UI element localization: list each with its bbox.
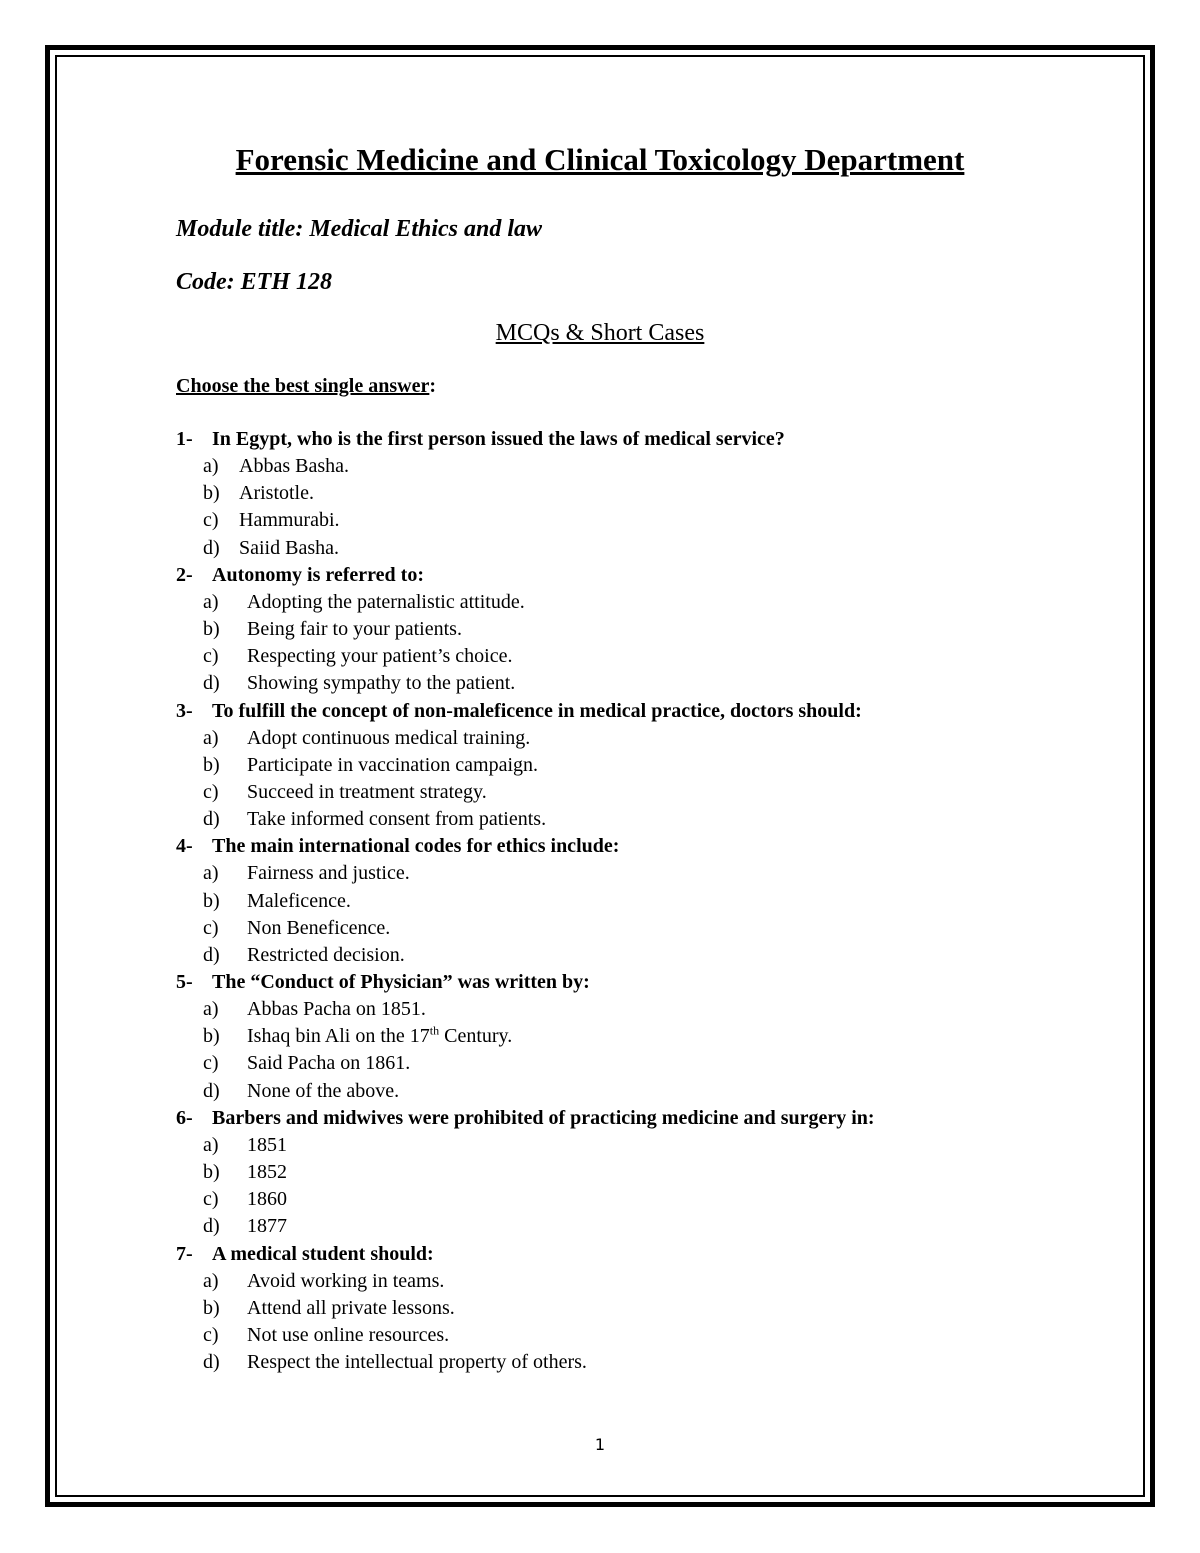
option-text: Hammurabi. <box>239 509 340 532</box>
option-text: Adopt continuous medical training. <box>247 726 531 749</box>
answer-option <box>203 616 462 643</box>
option-letter: d) <box>203 943 220 966</box>
answer-option <box>203 1050 410 1077</box>
option-text: Showing sympathy to the patient. <box>247 672 516 695</box>
option-letter: b) <box>203 482 220 505</box>
option-letter: c) <box>203 780 219 803</box>
question-text: In Egypt, who is the first person issued the laws of medical service? <box>212 428 785 450</box>
answer-option <box>203 942 405 969</box>
option-letter: c) <box>203 1052 219 1075</box>
option-letter: d) <box>203 1215 220 1238</box>
option-text: Being fair to your patients. <box>247 618 462 641</box>
answer-option <box>203 1349 587 1376</box>
document-title: Forensic Medicine and Clinical Toxicology Department <box>235 142 965 177</box>
answer-option <box>203 480 314 507</box>
option-text: Participate in vaccination campaign. <box>247 753 538 776</box>
option-text: 1860 <box>247 1188 287 1211</box>
option-text: Respecting your patient’s choice. <box>247 645 513 668</box>
option-letter: a) <box>203 590 219 613</box>
option-letter: a) <box>203 998 219 1021</box>
question-text: Autonomy is referred to: <box>212 563 424 586</box>
option-text: Succeed in treatment strategy. <box>247 780 487 803</box>
option-text: Adopting the paternalistic attitude. <box>247 590 525 613</box>
question-text: The main international codes for ethics include: <box>212 835 620 858</box>
question-number: 5- <box>176 971 193 993</box>
answer-option <box>203 1078 399 1105</box>
answer-option <box>203 779 487 806</box>
option-letter: d) <box>203 672 220 695</box>
question <box>176 969 590 996</box>
question-number: 2- <box>176 563 193 586</box>
option-text: Saiid Basha. <box>239 536 339 559</box>
answer-option <box>203 507 340 534</box>
option-letter: c) <box>203 916 219 939</box>
answer-option <box>203 1186 287 1213</box>
question <box>176 426 785 453</box>
option-letter: b) <box>203 618 220 641</box>
instruction-text: Choose the best single answer <box>176 375 430 397</box>
question-number: 7- <box>176 1242 193 1265</box>
answer-option <box>203 806 546 833</box>
answer-option <box>203 1159 287 1186</box>
option-text: 1877 <box>247 1215 287 1238</box>
answer-option <box>203 535 339 562</box>
question-number: 3- <box>176 699 193 722</box>
option-text: Non Beneficence. <box>247 916 391 939</box>
option-letter: a) <box>203 862 219 885</box>
option-letter: c) <box>203 1323 219 1346</box>
option-text: Take informed consent from patients. <box>247 808 547 831</box>
answer-option <box>203 670 515 697</box>
answer-option <box>203 1322 449 1349</box>
option-letter: b) <box>203 1296 220 1319</box>
option-superscript: th <box>429 1023 440 1038</box>
option-letter: c) <box>203 509 219 532</box>
answer-option <box>203 860 410 887</box>
answer-option <box>203 888 351 915</box>
question-number: 1- <box>176 428 193 450</box>
instruction <box>176 375 436 398</box>
option-letter: d) <box>203 808 220 831</box>
question-number: 4- <box>176 835 193 858</box>
option-text: Abbas Pacha on 1851. <box>247 998 426 1021</box>
option-letter: c) <box>203 645 219 668</box>
option-text: Respect the intellectual property of others. <box>247 1351 587 1374</box>
option-text: Maleficence. <box>247 889 351 912</box>
option-letter: b) <box>203 753 220 776</box>
answer-option <box>203 1213 287 1240</box>
option-text: Aristotle. <box>239 482 314 505</box>
module-code: Code: ETH 128 <box>176 269 332 295</box>
option-text: None of the above. <box>247 1079 400 1102</box>
option-text: Restricted decision. <box>247 943 405 966</box>
option-text: Fairness and justice. <box>247 862 410 885</box>
option-text: 1852 <box>247 1161 287 1184</box>
answer-option <box>203 453 349 480</box>
option-text: 1851 <box>247 1133 287 1156</box>
option-letter: d) <box>203 1079 220 1102</box>
option-letter: a) <box>203 1269 219 1292</box>
answer-option <box>203 589 525 616</box>
page-number: 1 <box>594 1435 606 1454</box>
answer-option <box>203 1295 455 1322</box>
answer-option <box>203 1023 512 1050</box>
option-letter: c) <box>203 1188 219 1211</box>
option-text: Abbas Basha. <box>239 455 349 478</box>
answer-option <box>203 996 426 1023</box>
question-number: 6- <box>176 1106 193 1129</box>
option-text: Avoid working in teams. <box>247 1269 445 1292</box>
option-letter: a) <box>203 1133 219 1156</box>
option-letter: a) <box>203 726 219 749</box>
question <box>176 1241 434 1268</box>
option-text: Not use online resources. <box>247 1323 450 1346</box>
option-text-after: Century. <box>439 1025 513 1048</box>
question-text: Barbers and midwives were prohibited of practicing medicine and surgery in: <box>212 1106 875 1129</box>
option-letter: d) <box>203 536 220 559</box>
answer-option <box>203 1268 444 1295</box>
question <box>176 833 619 860</box>
option-text: Ishaq bin Ali on the 17 <box>247 1025 430 1048</box>
question-text: To fulfill the concept of non-maleficence in medical practice, doctors should: <box>212 699 862 722</box>
answer-option <box>203 643 512 670</box>
question-text: A medical student should: <box>212 1242 434 1265</box>
option-letter: b) <box>203 889 220 912</box>
answer-option <box>203 1132 287 1159</box>
option-letter: b) <box>203 1025 220 1048</box>
question <box>176 562 424 589</box>
option-text: Attend all private lessons. <box>247 1296 455 1319</box>
option-letter: b) <box>203 1161 220 1184</box>
answer-option <box>203 725 530 752</box>
question <box>176 698 862 725</box>
option-letter: d) <box>203 1351 220 1374</box>
instruction-colon: : <box>429 375 437 397</box>
option-text: Said Pacha on 1861. <box>247 1052 411 1075</box>
module-title: Module title: Medical Ethics and law <box>176 216 543 242</box>
option-letter: a) <box>203 455 219 478</box>
question <box>176 1105 875 1132</box>
question-text: The “Conduct of Physician” was written by: <box>212 971 590 993</box>
section-heading: MCQs & Short Cases <box>495 320 705 346</box>
answer-option <box>203 915 390 942</box>
answer-option <box>203 752 538 779</box>
